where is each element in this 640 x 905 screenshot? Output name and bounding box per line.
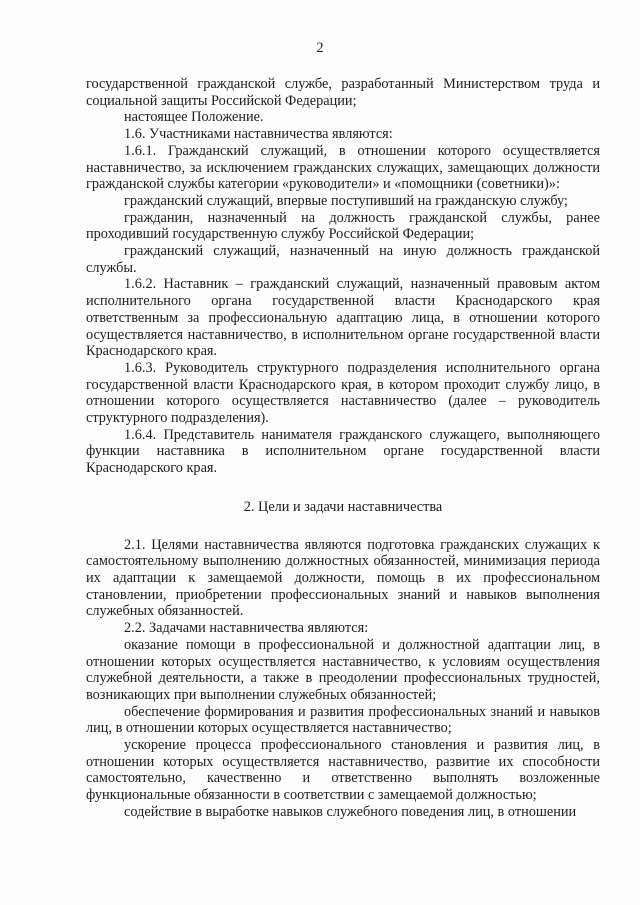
task-acceleration: ускорение процесса профессионального становления и развития лиц, в отношении которых осуществляется наставничество, развитие их способности самостоятельно, качественно и ответственно выполнять возложенные функциональные обязанности в соответствии с замещаемой должностью; [86, 737, 600, 804]
paragraph-regulation: настоящее Положение. [124, 109, 264, 126]
clause-1-6-4: 1.6.4. Представитель нанимателя гражданского служащего, выполняющего функции наставника в исполнительном органе государственной власти Краснодарского края. [86, 426, 600, 477]
task-knowledge: обеспечение формирования и развития профессиональных знаний и навыков лиц, в отношении которых осуществляется наставничество; [86, 703, 600, 737]
page-number: 2 [316, 40, 324, 56]
clause-2-1: 2.1. Целями наставничества являются подготовка гражданских служащих к самостоятельному выполнению должностных обязанностей, минимизация периода их адаптации к замещаемой должности, помощь в их профессиональном становлении, приобретении профессиональных знаний и навыков выполнения служебных обязанностей. [86, 536, 600, 620]
section-heading: 2. Цели и задачи наставничества [243, 498, 443, 515]
task-behavior: содействие в выработке навыков служебного поведения лиц, в отношении [124, 803, 577, 820]
list-item-citizen: гражданин, назначенный на должность гражданской службы, ранее проходивший государственную службу Российской Федерации; [86, 209, 600, 243]
clause-1-6-1: 1.6.1. Гражданский служащий, в отношении которого осуществляется наставничество, за исключением гражданских служащих, замещающих должности гражданской службы категории «руководители» и «помощники (советники)»: [86, 142, 600, 193]
list-item-new-servant: гражданский служащий, впервые поступивший на гражданскую службу; [124, 192, 568, 209]
document-body [86, 76, 600, 821]
clause-1-6-3: 1.6.3. Руководитель структурного подразделения исполнительного органа государственной власти Краснодарского края, в котором проходит службу лицо, в отношении которого осуществляется наставничество (далее – руководитель структурного подразделения). [86, 359, 600, 427]
paragraph-continuation: государственной гражданской службе, разработанный Министерством труда и социальной защиты Российской Федерации; [86, 76, 600, 109]
clause-1-6: 1.6. Участниками наставничества являются: [124, 126, 393, 143]
list-item-reassigned-servant: гражданский служащий, назначенный на иную должность гражданской службы. [86, 243, 600, 276]
clause-2-2: 2.2. Задачами наставничества являются: [124, 620, 369, 637]
task-assistance: оказание помощи в профессиональной и должностной адаптации лиц, в отношении которых осуществляется наставничество, к условиям осуществления служебной деятельности, а также в преодолении профессиональных трудностей, возникающих при выполнении служебных обязанностей; [86, 636, 600, 703]
clause-1-6-2: 1.6.2. Наставник – гражданский служащий, назначенный правовым актом исполнительного органа государственной власти Краснодарского края ответственным за профессиональную адаптацию лица, в отношении которого осуществляется наставничество, в исполнительном органе государственной власти Краснодарского края. [86, 276, 600, 360]
